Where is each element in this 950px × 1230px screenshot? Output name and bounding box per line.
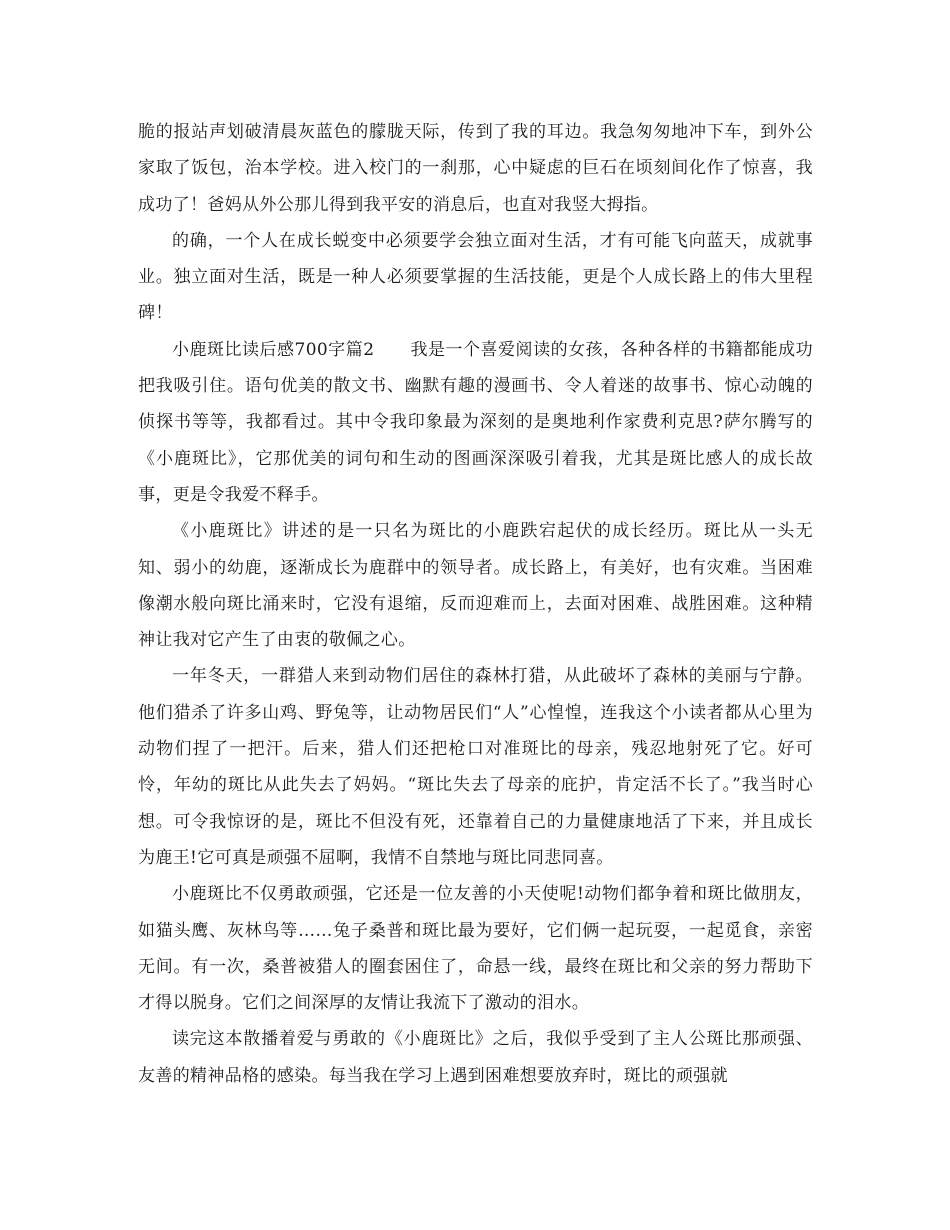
section-heading: 小鹿斑比读后感700字篇2 (172, 339, 375, 360)
document-page (138, 114, 813, 1094)
paragraph-3 (138, 332, 813, 513)
paragraph-7: 读完这本散播着爱与勇敢的《小鹿斑比》之后，我似乎受到了主人公斑比那顽强、友善的精神品格的感染。每当我在学习上遇到困难想要放弃时，斑比的顽强就 (138, 1029, 813, 1086)
paragraph-3-body: 我是一个喜爱阅读的女孩，各种各样的书籍都能成功把我吸引住。语句优美的散文书、幽默有趣的漫画书、令人着迷的故事书、惊心动魄的侦探书等等，我都看过。其中令我印象最为深刻的是奥地利作家费利克思?萨尔腾写的《小鹿斑比》，它那优美的词句和生动的图画深深吸引着我，尤其是斑比感人的成长故事，更是令我爱不释手。 (138, 339, 813, 505)
paragraph-5: 一年冬天，一群猎人来到动物们居住的森林打猎，从此破坏了森林的美丽与宁静。他们猎杀了许多山鸡、野兔等，让动物居民们“人”心惶惶，连我这个小读者都从心里为动物们捏了一把汗。后来，猎人们还把枪口对准斑比的母亲，残忍地射死了它。好可怜，年幼的斑比从此失去了妈妈。“斑比失去了母亲的庇护，肯定活不长了。”我当时心想。可令我惊讶的是，斑比不但没有死，还靠着自己的力量健康地活了下来，并且成长为鹿王!它可真是顽强不屈啊，我情不自禁地与斑比同悲同喜。 (138, 666, 813, 868)
paragraph-4: 《小鹿斑比》讲述的是一只名为斑比的小鹿跌宕起伏的成长经历。斑比从一头无知、弱小的幼鹿，逐渐成长为鹿群中的领导者。成长路上，有美好，也有灾难。当困难像潮水般向斑比涌来时，它没有退缩，反而迎难而上，去面对困难、战胜困难。这种精神让我对它产生了由衷的敬佩之心。 (138, 521, 813, 651)
paragraph-2: 的确，一个人在成长蜕变中必须要学会独立面对生活，才有可能飞向蓝天，成就事业。独立面对生活，既是一种人必须要掌握的生活技能，更是个人成长路上的伟大里程碑！ (138, 230, 813, 324)
paragraph-6: 小鹿斑比不仅勇敢顽强，它还是一位友善的小天使呢!动物们都争着和斑比做朋友，如猫头鹰、灰林鸟等……兔子桑普和斑比最为要好，它们俩一起玩耍，一起觅食，亲密无间。有一次，桑普被猎人的圈套困住了，命悬一线，最终在斑比和父亲的努力帮助下才得以脱身。它们之间深厚的友情让我流下了激动的泪水。 (138, 884, 813, 1014)
paragraph-1: 脆的报站声划破清晨灰蓝色的朦胧天际，传到了我的耳边。我急匆匆地冲下车，到外公家取了饭包，治本学校。进入校门的一刹那，心中疑虑的巨石在顷刻间化作了惊喜，我成功了！爸妈从外公那儿得到我平安的消息后，也直对我竖大拇指。 (138, 122, 813, 215)
